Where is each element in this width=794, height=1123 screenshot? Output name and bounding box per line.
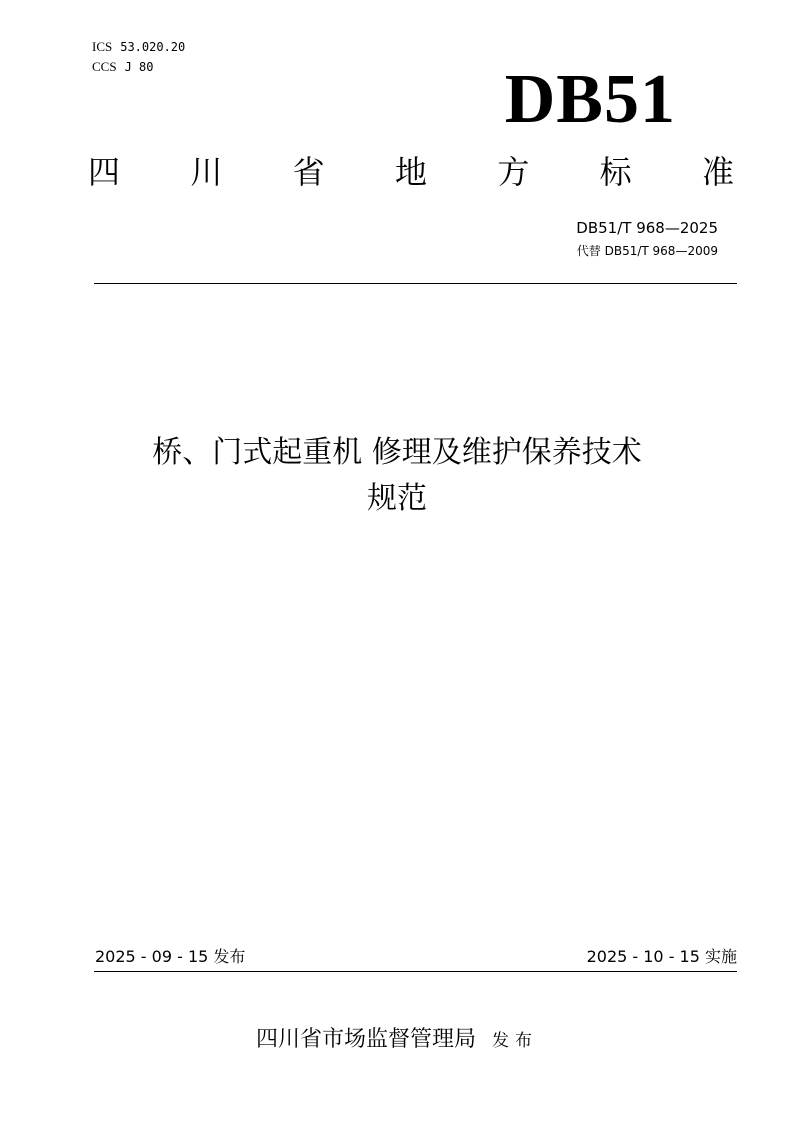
bottom-divider bbox=[94, 971, 737, 972]
ics-line bbox=[92, 40, 185, 54]
ccs-label: CCS bbox=[92, 59, 117, 74]
issue-date: 2025 - 09 - 15 发布 bbox=[95, 947, 246, 966]
ics-label: ICS bbox=[92, 39, 113, 54]
title-line-2: 规范 bbox=[367, 481, 427, 516]
title-line-1: 桥、门式起重机 修理及维护保养技术 bbox=[152, 435, 642, 470]
standard-type-char: 地 bbox=[394, 153, 427, 191]
document-title bbox=[0, 430, 794, 522]
standard-type-char: 川 bbox=[190, 153, 223, 191]
standard-type-char: 准 bbox=[701, 153, 734, 191]
db51-logo: DB51 bbox=[504, 61, 676, 138]
standard-type-heading bbox=[88, 150, 734, 194]
standard-type-char: 四 bbox=[88, 153, 121, 191]
issuer-name: 四川省市场监督管理局 bbox=[255, 1027, 476, 1052]
issuer-line bbox=[0, 1025, 794, 1056]
standard-code: DB51/T 968—2025 bbox=[576, 219, 718, 237]
ics-value: 53.020.20 bbox=[120, 40, 186, 54]
standard-type-char: 标 bbox=[599, 153, 632, 191]
standard-type-char: 省 bbox=[292, 153, 325, 191]
issuer-suffix: 发布 bbox=[492, 1031, 538, 1051]
ccs-line bbox=[92, 60, 153, 74]
top-divider bbox=[94, 283, 737, 284]
replaces-code: 代替 DB51/T 968—2009 bbox=[576, 244, 718, 258]
ccs-value: J 80 bbox=[124, 60, 154, 74]
standard-type-char: 方 bbox=[497, 153, 530, 191]
implementation-date: 2025 - 10 - 15 实施 bbox=[586, 947, 737, 966]
